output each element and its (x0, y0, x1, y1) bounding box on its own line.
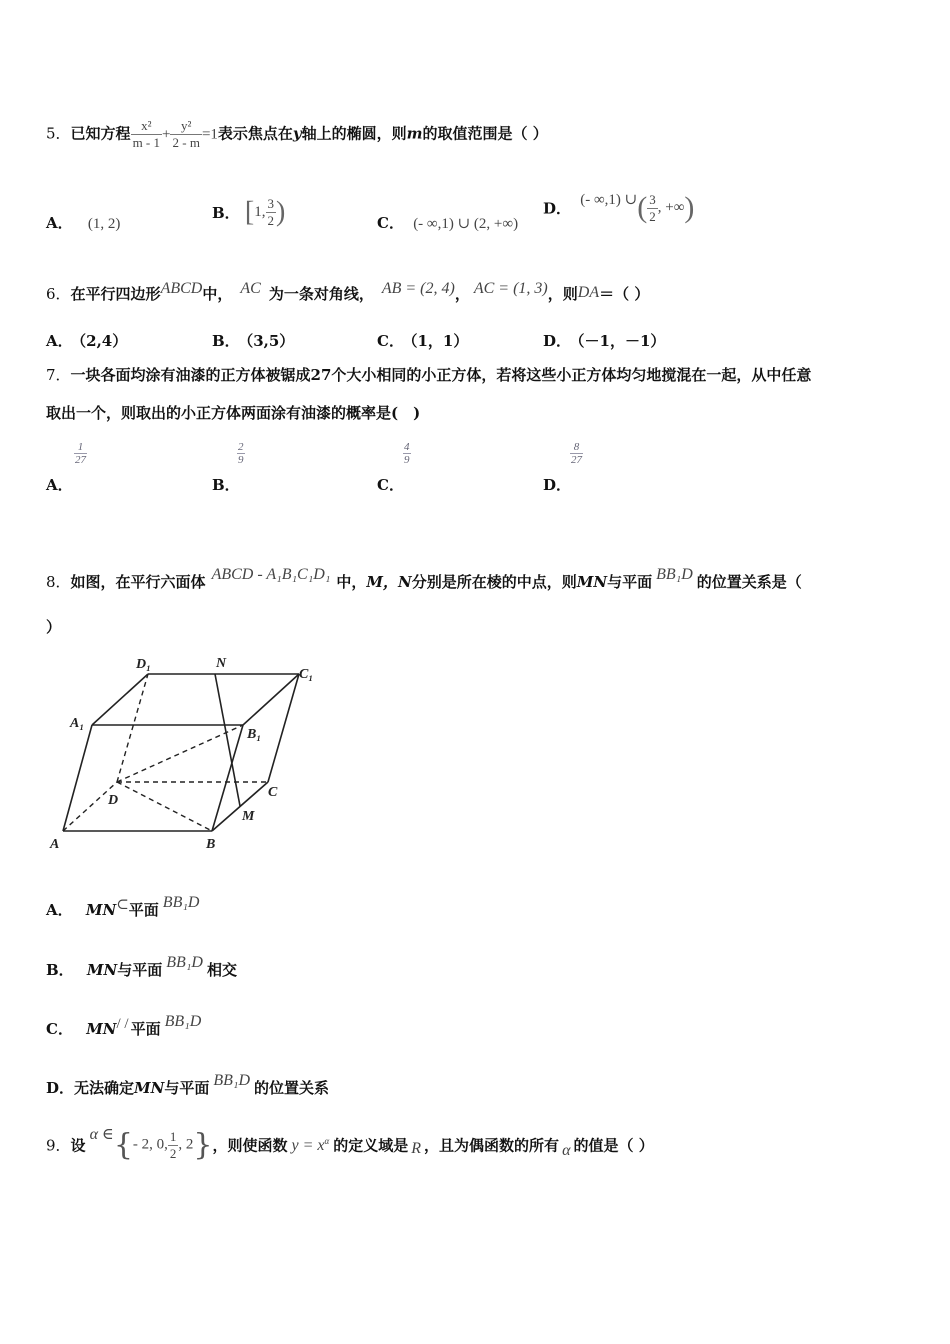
q7-option-b[interactable] (212, 474, 240, 495)
q7-option-a-frac (74, 441, 87, 466)
q5-post2: 轴上的椭圆，则 (301, 124, 407, 143)
q9-alpha: α (562, 1142, 571, 1159)
segment-m-n (215, 674, 240, 806)
q7-option-c[interactable] (377, 474, 404, 495)
q6-mid3: ，则 (547, 285, 578, 303)
q8-pre: 如图，在平行六面体 (70, 573, 206, 591)
option-relation: ⊂ (116, 897, 129, 913)
option-frac (647, 192, 658, 225)
q9-stem: 9．设α ∈{- 2, 0, $\frac{1}{2}$ , 2}，则使函数 $y = x^\alpha$ 的定义域是 R ，且为偶函数的所有 α 的值是（ ） (46, 1126, 654, 1163)
frac-den: 2 (649, 208, 656, 224)
q9-set-pre: - 2, 0, (132, 1136, 168, 1153)
frac-num: 4 (404, 441, 410, 453)
q6-option-a[interactable] (46, 330, 127, 351)
q8-option-d[interactable] (46, 1072, 329, 1098)
label-b: B (206, 837, 216, 852)
label-a1: A₁ (70, 716, 85, 731)
q8-solid: ABCD - A₁B₁C₁D₁ (211, 566, 331, 583)
q9-func (292, 1137, 330, 1154)
q7-line1: 一块各面均涂有油漆的正方体被锯成27个大小相同的小正方体，若将这些小正方体均匀地搅混在一起，从中任意 (70, 366, 812, 384)
parallelepiped-figure (40, 648, 340, 858)
q9-set-frac (168, 1129, 179, 1162)
option-label: C． (46, 1020, 73, 1038)
option-value: （2,4） (78, 332, 128, 350)
q9-number: 9． (46, 1136, 71, 1155)
q6-pre: 在平行四边形 (70, 285, 161, 303)
q6-end: ＝（ ） (599, 285, 650, 303)
option-value-pre: (- ∞,1) ∪ (580, 192, 638, 208)
q5-option-c[interactable] (377, 212, 518, 233)
q5-option-a[interactable] (46, 212, 120, 233)
q8-mn2: MN (576, 573, 608, 591)
label-c: C (268, 785, 278, 800)
option-plane: BB₁D (164, 1013, 202, 1030)
q8-mid1: 中， (336, 573, 367, 591)
q9-end: 的值是（ ） (573, 1136, 654, 1155)
q8-close: ） (46, 618, 62, 636)
edge-a-a1 (63, 725, 92, 831)
option-tail: 相交 (206, 961, 237, 979)
option-mn: MN (85, 901, 117, 919)
q9-alpha-in: α ∈ (89, 1126, 114, 1143)
option-plane: BB₁D (162, 894, 200, 911)
q6-stem (46, 280, 649, 304)
option-text: 与平面 (117, 961, 163, 979)
q8-option-b[interactable] (46, 954, 237, 980)
frac-num: 2 (238, 441, 244, 453)
option-label: D． (543, 199, 572, 218)
q6-da: DA (577, 284, 600, 301)
edge-d-d1 (117, 674, 148, 782)
q7-stem-line2 (46, 402, 420, 423)
q8-option-a[interactable] (46, 894, 199, 920)
q9-r: R (411, 1140, 422, 1157)
option-text: 平面 (128, 901, 159, 919)
q6-ac: AC (240, 280, 261, 297)
option-label: A． (46, 332, 73, 350)
option-label: B． (212, 204, 240, 222)
frac-den: 9 (404, 454, 410, 466)
label-n: N (216, 656, 227, 671)
edge-b1-c1 (243, 674, 299, 725)
option-label: A． (46, 476, 73, 494)
q7-stem-line1 (46, 364, 811, 385)
q5-eq: =1 (201, 126, 218, 143)
option-label: D． (543, 332, 572, 350)
q5-post3: 的取值范围是（ ） (422, 124, 548, 143)
q8-end: 的位置关系是（ (696, 573, 802, 591)
q5-option-d[interactable]: D． (- ∞,1) ∪( $\frac{3}{2}$ , +∞) (543, 191, 695, 224)
option-label: B． (46, 961, 74, 979)
q5-pre: 已知方程 (70, 124, 131, 143)
q5-frac1-den: m - 1 (132, 135, 161, 150)
option-label: A． (46, 901, 73, 919)
q6-number: 6． (46, 285, 71, 303)
q5-post1: 表示焦点在 (217, 124, 293, 143)
q8-mn: M，N (366, 573, 412, 591)
q8-number: 8． (46, 573, 71, 591)
q7-line2: 取出一个，则取出的小正方体两面涂有油漆的概率是( ) (46, 404, 421, 422)
label-c1: C₁ (299, 667, 314, 682)
q9-set-post: , 2 (178, 1136, 194, 1153)
label-m: M (242, 809, 255, 824)
frac-num: 8 (570, 441, 583, 454)
option-value: (1, 2) (87, 216, 121, 232)
q5-frac1-num: x² (131, 118, 162, 135)
option-text: 平面 (130, 1020, 161, 1038)
option-label: B． (212, 476, 240, 494)
q6-ac-vector: AC = (1, 3) (473, 280, 548, 297)
q7-option-b-frac (237, 441, 245, 466)
frac-num: 1 (169, 1128, 177, 1144)
option-plane: BB₁D (213, 1072, 251, 1089)
segment-d-b1 (117, 725, 243, 782)
option-tail: 的位置关系 (254, 1079, 330, 1097)
q7-number: 7． (46, 366, 71, 384)
q7-option-d[interactable] (543, 474, 571, 495)
q9-func-base: y = x (291, 1136, 325, 1154)
frac-den: 9 (238, 454, 244, 466)
frac-num: 3 (267, 196, 274, 211)
frac-den: 2 (267, 213, 274, 228)
q6-option-d[interactable] (543, 330, 665, 351)
frac-den: 27 (571, 454, 582, 466)
frac-den: 2 (169, 1145, 177, 1161)
q9-func-exp: α (324, 1135, 330, 1146)
q6-mid1: 中， (202, 285, 233, 303)
q6-mid2: 为一条对角线， (268, 285, 374, 303)
q7-option-a[interactable] (46, 474, 73, 495)
q6-option-c[interactable] (377, 330, 468, 351)
option-value-post: , +∞ (657, 199, 685, 216)
q8-stem (46, 566, 802, 592)
q5-frac2 (170, 118, 201, 151)
q5-number: 5． (46, 124, 71, 143)
frac-num: 3 (649, 191, 656, 207)
q5-plus: + (162, 126, 171, 143)
option-mn: MN (134, 1079, 165, 1097)
segment-d-b (117, 782, 212, 831)
q6-abcd: ABCD (160, 280, 203, 297)
option-label: A． (46, 214, 73, 232)
option-value-pre: 1, (254, 204, 266, 220)
option-plane: BB₁D (166, 954, 203, 971)
q5-stem (46, 118, 548, 151)
option-relation: / / (116, 1016, 129, 1032)
option-label: C． (377, 476, 404, 494)
q7-option-c-frac (403, 441, 411, 466)
q9-mid2: 的定义域是 (333, 1136, 409, 1155)
q5-frac2-den: 2 - m (172, 135, 200, 150)
q5-var-y: y (292, 124, 302, 143)
label-d: D (108, 793, 119, 808)
option-frac (266, 196, 277, 229)
option-mn: MN (86, 961, 118, 979)
option-label: C． (377, 214, 404, 232)
q6-ab-vector: AB = (2, 4) (381, 280, 455, 297)
option-text: 与平面 (164, 1079, 210, 1097)
option-label: D． (543, 476, 572, 494)
q8-mid2: 分别是所在棱的中点，则 (411, 573, 577, 591)
q5-frac1 (131, 118, 162, 151)
q7-option-d-frac (570, 441, 583, 466)
frac-den: 27 (75, 454, 86, 466)
q8-plane: BB₁D (656, 566, 693, 583)
option-value: （－1，－1） (577, 332, 666, 350)
q6-option-b[interactable] (212, 330, 294, 351)
q8-stem-close (46, 616, 61, 637)
q9-pre: 设 (70, 1136, 86, 1155)
option-mn: MN (86, 1020, 117, 1038)
q8-option-c[interactable] (46, 1013, 201, 1039)
edge-a1-d1 (92, 674, 148, 725)
q5-frac2-num: y² (170, 118, 201, 135)
edge-c-c1 (268, 674, 299, 782)
q5-var-m: m (406, 124, 423, 143)
q8-mid3: 与平面 (607, 573, 653, 591)
option-value: (- ∞,1) ∪ (2, +∞) (413, 216, 519, 232)
option-value: （1，1） (409, 332, 469, 350)
option-label: B． (212, 332, 240, 350)
label-d1: D₁ (136, 657, 151, 672)
option-value: （3,5） (245, 332, 295, 350)
edge-b-c (212, 782, 268, 831)
label-b1: B₁ (247, 727, 262, 742)
option-pre: 无法确定 (74, 1079, 135, 1097)
q6-comma: ， (454, 285, 470, 303)
option-label: C． (377, 332, 404, 350)
q5-option-b[interactable]: B． [1, $\frac{3}{2}$ ) (212, 196, 286, 228)
label-a: A (50, 837, 60, 852)
option-label: D． (46, 1079, 75, 1097)
q9-mid3: ，且为偶函数的所有 (424, 1136, 560, 1155)
q9-mid1: ，则使函数 (212, 1136, 288, 1155)
frac-num: 1 (74, 441, 87, 454)
